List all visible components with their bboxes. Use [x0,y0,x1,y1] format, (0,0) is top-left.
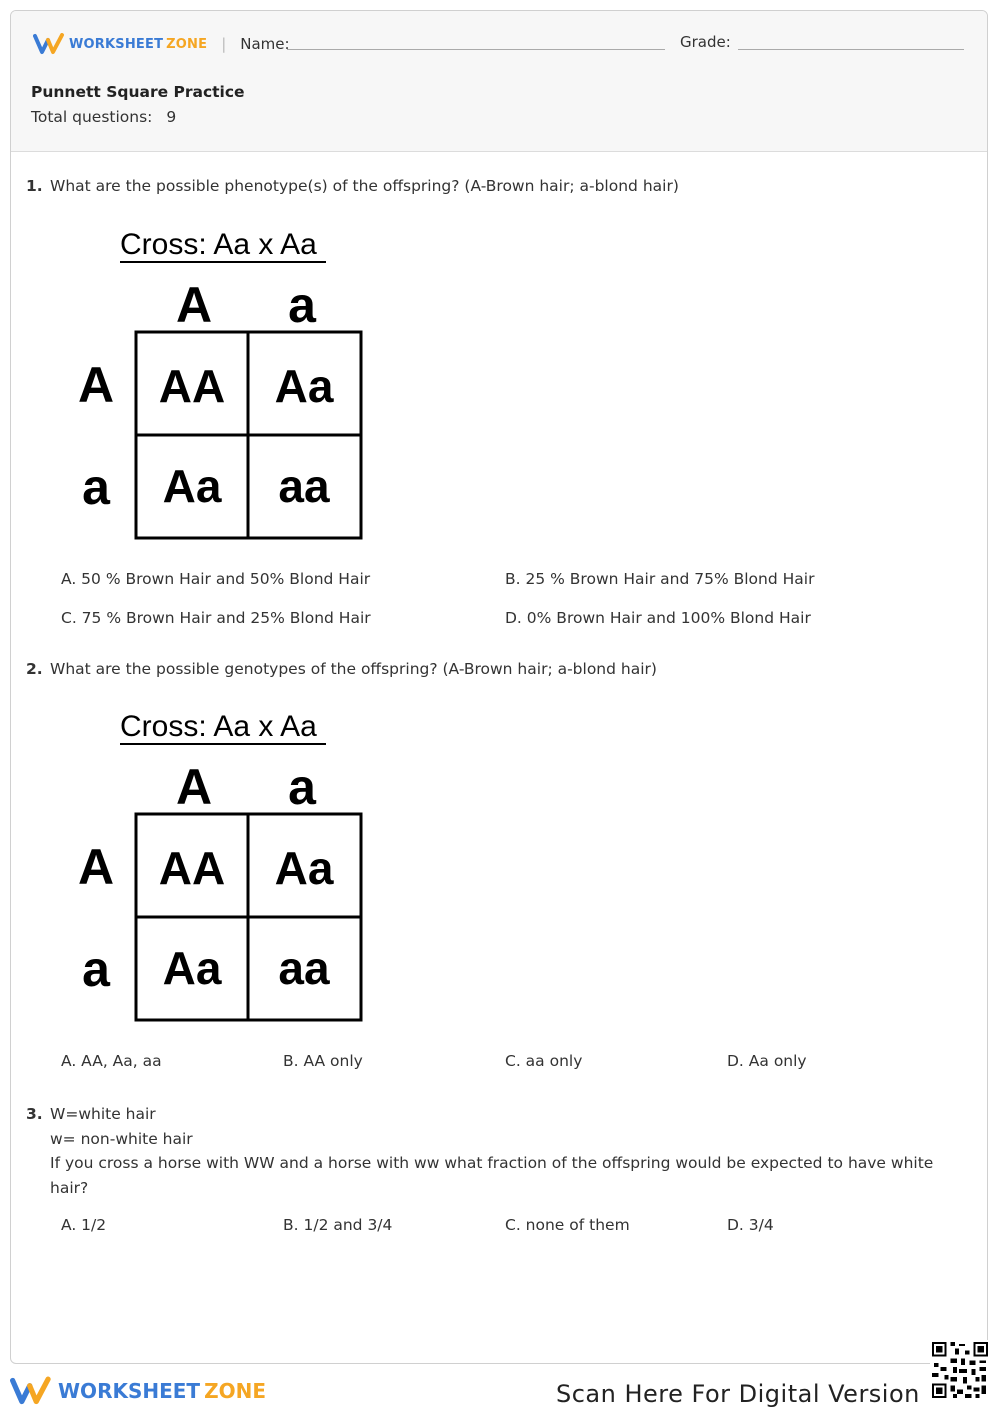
col-header-2: a [288,759,316,815]
worksheet-title: Punnett Square Practice [31,83,245,101]
question-3 [26,1102,946,1200]
header-divider: | [221,35,227,53]
question-text [50,1102,946,1200]
worksheetzone-logo-icon [10,1376,52,1406]
cell-3: Aa [162,942,222,994]
punnett-diagram-1 [70,222,380,552]
cross-title: Cross: Aa x Aa [120,710,317,743]
cell-1: AA [158,842,226,894]
option-b[interactable]: B. 1/2 and 3/4 [283,1216,393,1234]
page-footer [0,1366,1000,1414]
footer-logo [10,1376,266,1406]
cell-4: aa [278,460,330,512]
row-header-2: a [82,941,110,997]
brand-part2: ZONE [204,1379,266,1403]
option-a[interactable]: A. AA, Aa, aa [61,1052,162,1070]
worksheet-header [11,11,987,152]
scan-text: Scan Here For Digital Version [556,1380,920,1408]
question-line-2: w= non-white hair [50,1129,193,1148]
question-1 [26,177,679,195]
option-a[interactable]: A. 1/2 [61,1216,107,1234]
name-field[interactable] [287,49,665,50]
option-c[interactable]: C. none of them [505,1216,630,1234]
question-text: What are the possible genotypes of the offspring? (A-Brown hair; a-blond hair) [50,660,657,678]
question-2 [26,660,657,678]
punnett-square-2 [70,704,380,1034]
cell-3: Aa [162,460,222,512]
col-header-1: A [175,759,213,815]
cell-1: AA [158,360,226,412]
grade-label: Grade: [680,33,731,51]
option-c[interactable]: C. aa only [505,1052,583,1070]
option-d[interactable]: D. Aa only [727,1052,807,1070]
option-d[interactable]: D. 3/4 [727,1216,774,1234]
punnett-square-1 [70,222,380,552]
question-number: 1. [26,177,43,195]
header-logo [33,33,290,55]
brand-part1: WORKSHEET [69,36,164,52]
option-c[interactable]: C. 75 % Brown Hair and 25% Blond Hair [61,609,371,627]
row-header-1: A [77,357,115,413]
cell-2: Aa [274,360,334,412]
option-d[interactable]: D. 0% Brown Hair and 100% Blond Hair [505,609,811,627]
total-value: 9 [166,108,177,126]
qr-code-icon[interactable] [930,1340,990,1400]
question-number: 2. [26,660,43,678]
total-questions [31,108,176,126]
punnett-diagram-2 [70,704,380,1034]
cell-4: aa [278,942,330,994]
cross-title: Cross: Aa x Aa [120,228,317,261]
question-line-1: W=white hair [50,1105,156,1123]
question-line-3: If you cross a horse with WW and a horse with ww what fraction of the offspring would be expected to have white hair? [50,1154,934,1197]
question-number: 3. [26,1105,43,1123]
total-label: Total questions: [31,108,153,126]
option-b[interactable]: B. 25 % Brown Hair and 75% Blond Hair [505,570,815,588]
grade-field[interactable] [738,49,964,50]
option-b[interactable]: B. AA only [283,1052,363,1070]
cell-2: Aa [274,842,334,894]
question-text: What are the possible phenotype(s) of the offspring? (A-Brown hair; a-blond hair) [50,177,679,195]
col-header-2: a [288,277,316,333]
footer-brand [58,1379,266,1403]
col-header-1: A [175,277,213,333]
worksheetzone-logo-icon [33,33,65,55]
brand-part1: WORKSHEET [58,1379,201,1403]
option-a[interactable]: A. 50 % Brown Hair and 50% Blond Hair [61,570,371,588]
header-brand [69,37,207,52]
name-label: Name: [240,35,290,53]
row-header-2: a [82,459,110,515]
brand-part2: ZONE [166,36,208,52]
row-header-1: A [77,839,115,895]
